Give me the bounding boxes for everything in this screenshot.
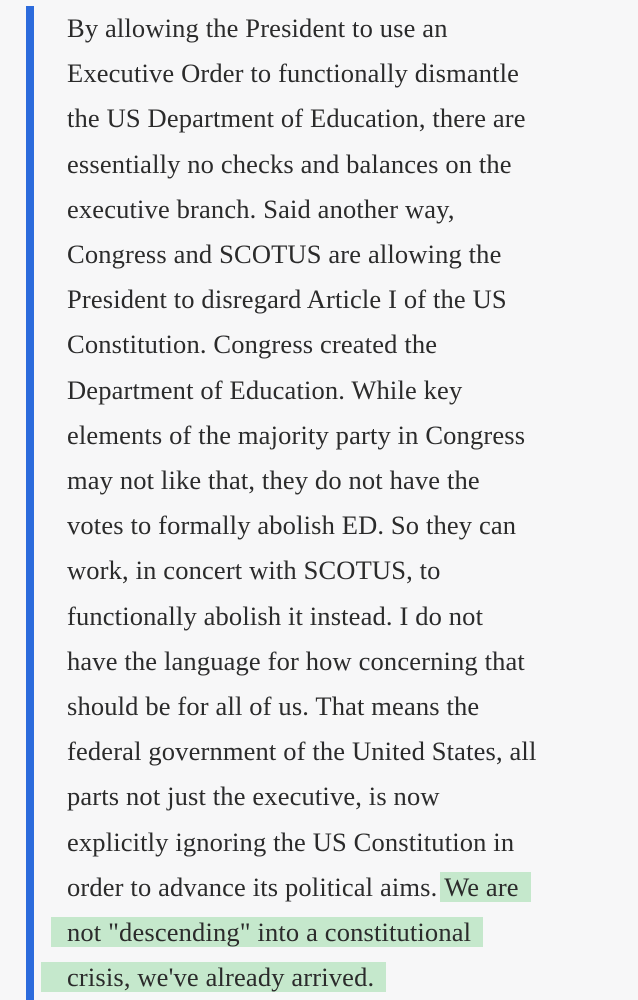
quote-line-plain: order to advance its political aims. <box>67 871 438 902</box>
quote-line: have the language for how concerning that <box>67 645 525 676</box>
quote-line: President to disregard Article I of the US <box>67 284 507 315</box>
quote-line: votes to formally abolish ED. So they can <box>67 510 517 541</box>
quote-line: explicitly ignoring the US Constitution in <box>67 826 515 857</box>
quote-line: should be for all of us. That means the <box>67 691 480 722</box>
quote-line: By allowing the President to use an <box>67 13 448 43</box>
highlight-fragment[interactable]: We are <box>440 872 531 902</box>
blockquote-bar <box>26 6 34 1000</box>
quote-line-mixed <box>67 865 627 910</box>
highlight-fragment[interactable]: crisis, we've already arrived. <box>41 962 386 992</box>
highlight-fragment[interactable]: not "descending" into a constitutional <box>51 917 483 947</box>
quote-line: work, in concert with SCOTUS, to <box>67 555 441 586</box>
quote-line: functionally abolish it instead. I do not <box>67 600 484 631</box>
quote-line: may not like that, they do not have the <box>67 465 480 496</box>
quote-line: essentially no checks and balances on the <box>67 148 512 179</box>
quote-line: Department of Education. While key <box>67 374 463 405</box>
quote-line: executive branch. Said another way, <box>67 193 455 224</box>
quote-line: federal government of the United States, all <box>67 736 537 767</box>
blockquote-text <box>67 6 627 1000</box>
quote-line: Congress and SCOTUS are allowing the <box>67 239 502 270</box>
quote-line: parts not just the executive, is now <box>67 781 440 812</box>
quote-line-highlighted <box>67 955 627 1000</box>
quote-line-highlighted <box>67 910 627 955</box>
quote-line: Executive Order to functionally dismantle <box>67 58 520 89</box>
quote-line: the US Department of Education, there are <box>67 103 526 134</box>
quote-line: Constitution. Congress created the <box>67 329 438 360</box>
quote-line: elements of the majority party in Congress <box>67 419 526 450</box>
